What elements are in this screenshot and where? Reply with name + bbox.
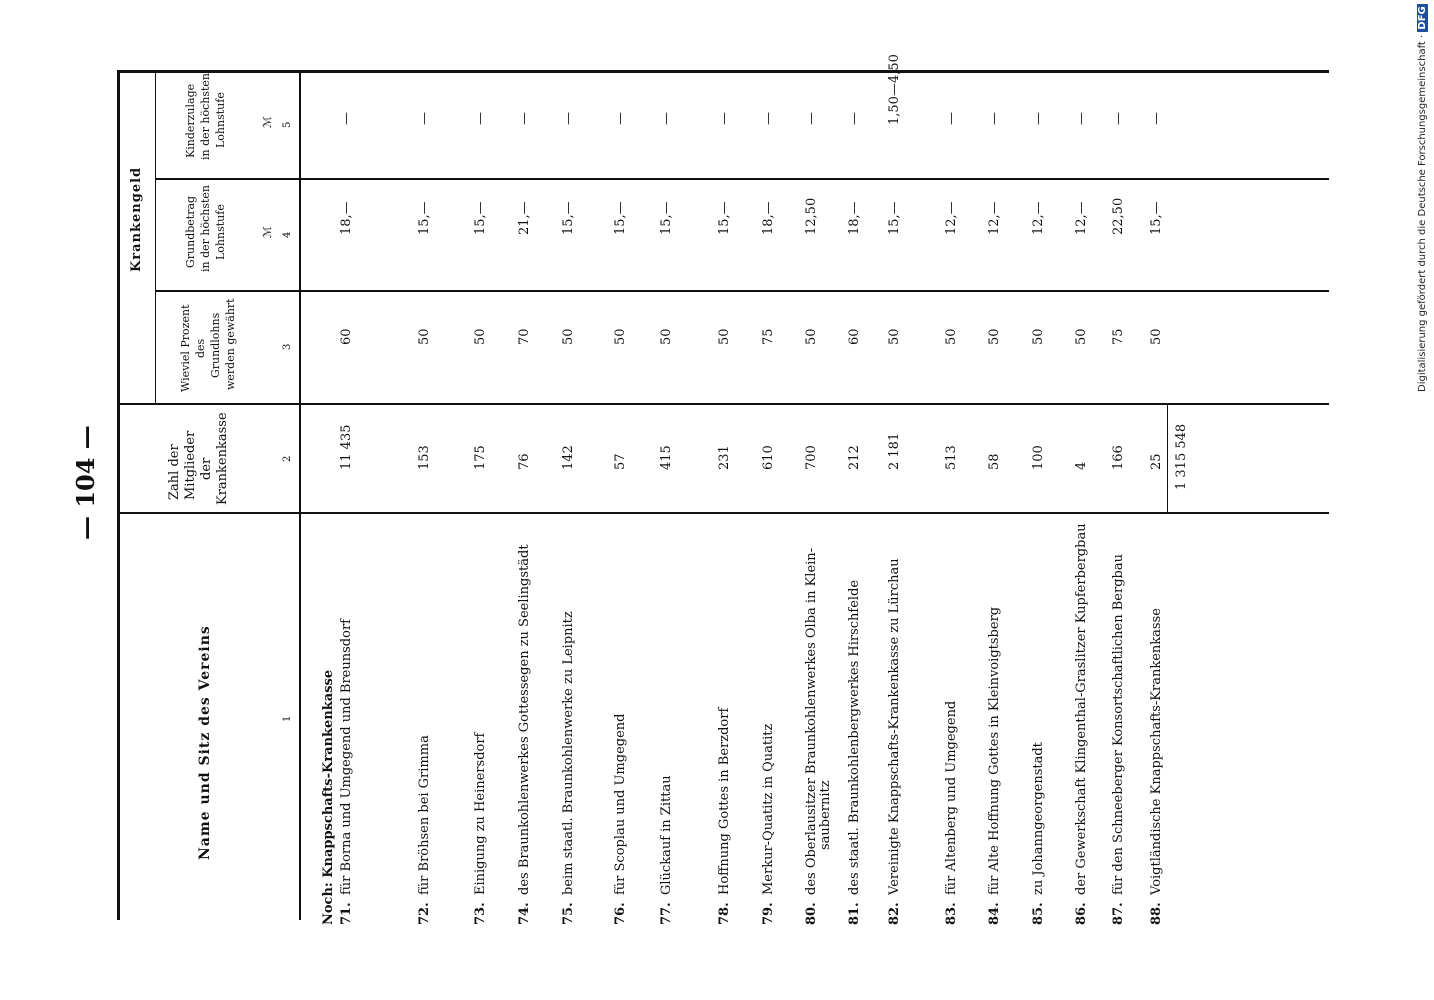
row-name: des Oberlausitzer Braunkohlenwerkes Olba in Klein- [804,547,819,895]
header-members-4: Krankenkasse [215,412,230,505]
row-child-allowance: — [561,112,576,125]
header-child-1: Kinderzulage [184,83,197,158]
row-name: zu Johanngeorgenstadt [1031,742,1046,895]
row-name: des Braunkohlenwerkes Gottessegen zu Seelingstädt [517,544,532,895]
total-rule [1167,403,1168,513]
col-number-2: 2 [282,455,293,462]
row-name: Voigtländische Knappschafts-Krankenkasse [1149,608,1164,895]
row-base-amount: 15,— [887,201,902,235]
row-number: 82. [887,902,902,925]
row-number: 72. [417,902,432,925]
row-number: 87. [1111,902,1126,925]
row-name-continued: saubernitz [818,780,833,850]
row-number: 80. [804,902,819,925]
row-base-amount: 15,— [613,201,628,235]
row-base-amount: 15,— [561,201,576,235]
row-child-allowance: 1,50—4,50 [887,54,902,125]
row-name: beim staatl. Braunkohlenwerke zu Leipnitz [561,611,576,895]
row-number: 74. [517,902,532,925]
rule-col3-col4 [155,290,1329,292]
row-percent: 75 [1111,328,1126,345]
row-percent: 50 [1149,328,1164,345]
row-members: 415 [659,445,674,470]
col-number-1: 1 [282,715,293,722]
row-name: Vereinigte Knappschafts-Krankenkasse zu Lürchau [887,558,902,895]
row-child-allowance: — [987,112,1002,125]
row-percent: 50 [804,328,819,345]
row-members: 166 [1111,445,1126,470]
table-left-rule [117,70,120,920]
row-name: für den Schneeberger Konsortschaftlichen Bergbau [1111,554,1126,895]
total-members: 1 315 548 [1174,423,1189,490]
row-base-amount: 12,50 [804,197,819,235]
header-members-2: Mitglieder [183,430,198,500]
row-child-allowance: — [1111,112,1126,125]
row-number: 77. [659,902,674,925]
header-child-unit: ℳ [261,116,274,128]
row-percent: 50 [1031,328,1046,345]
row-number: 79. [761,902,776,925]
header-percent-1: Wieviel Prozent [179,304,192,392]
row-name: des staatl. Braunkohlenbergwerkes Hirschfelde [847,579,862,895]
row-name: Glückauf in Zittau [659,775,674,895]
row-percent: 50 [659,328,674,345]
row-members: 100 [1031,445,1046,470]
dfg-logo: DFG [1417,6,1428,30]
row-base-amount: 18,— [847,201,862,235]
row-members: 212 [847,445,862,470]
header-members-3: der [199,457,214,480]
row-number: 84. [987,902,1002,925]
row-child-allowance: — [659,112,674,125]
row-child-allowance: — [1149,112,1164,125]
row-number: 71. [339,902,354,925]
row-base-amount: 18,— [339,201,354,235]
header-members-1: Zahl der [167,444,182,500]
row-members: 58 [987,453,1002,470]
row-percent: 60 [339,328,354,345]
header-base-1: Grundbetrag [184,195,197,268]
row-percent: 50 [473,328,488,345]
header-base-2: in der höchsten [199,184,212,272]
header-child-2: in der höchsten [199,72,212,160]
row-name: für Scoplau und Umgegend [613,713,628,895]
row-percent: 70 [517,328,532,345]
row-members: 153 [417,445,432,470]
row-number: 75. [561,902,576,925]
row-members: 4 [1074,461,1089,470]
row-number: 81. [847,902,862,925]
row-members: 11 435 [339,424,354,470]
row-child-allowance: — [613,112,628,125]
row-percent: 60 [847,328,862,345]
header-bottom-rule [299,70,301,920]
row-percent: 50 [717,328,732,345]
row-members: 610 [761,445,776,470]
row-base-amount: 12,— [1031,201,1046,235]
row-percent: 50 [417,328,432,345]
row-members: 175 [473,445,488,470]
row-base-amount: 15,— [473,201,488,235]
row-percent: 50 [561,328,576,345]
row-number: 78. [717,902,732,925]
row-base-amount: 12,— [987,201,1002,235]
row-child-allowance: — [847,112,862,125]
row-members: 76 [517,453,532,470]
row-child-allowance: — [339,112,354,125]
credit-text: Digitalisierung gefördert durch die Deutsche Forschungsgemeinschaft · [1417,34,1428,392]
row-child-allowance: — [517,112,532,125]
row-child-allowance: — [1074,112,1089,125]
row-number: 73. [473,902,488,925]
row-percent: 50 [987,328,1002,345]
row-child-allowance: — [804,112,819,125]
row-base-amount: 15,— [417,201,432,235]
row-members: 57 [613,453,628,470]
row-name: Merkur-Quatitz in Quatitz [761,723,776,895]
row-child-allowance: — [417,112,432,125]
row-percent: 50 [944,328,959,345]
header-percent-4: werden gewährt [224,298,237,390]
row-members: 142 [561,445,576,470]
header-child-3: Lohnstufe [214,92,227,148]
row-name: für Alte Hoffnung Gottes in Kleinvoigtsberg [987,606,1002,895]
row-percent: 50 [1074,328,1089,345]
row-members: 700 [804,445,819,470]
header-percent-3: Grundlohns [209,312,222,378]
dfg-credit [1418,4,1428,392]
row-base-amount: 21,— [517,201,532,235]
row-number: 86. [1074,902,1089,925]
row-base-amount: 12,— [1074,201,1089,235]
group-header-rule [155,70,156,405]
row-name: Einigung zu Heinersdorf [473,732,488,895]
row-name: Hoffnung Gottes in Berzdorf [717,707,732,895]
row-members: 2 181 [887,432,902,470]
row-members: 25 [1149,453,1164,470]
rule-col4-col5 [155,178,1329,180]
col-number-4: 4 [282,231,293,238]
row-child-allowance: — [761,112,776,125]
row-child-allowance: — [717,112,732,125]
row-name: für Bröhsen bei Grimma [417,735,432,895]
row-percent: 75 [761,328,776,345]
header-percent-2: des [194,338,207,358]
header-name-and-seat: Name und Sitz des Vereins [197,625,213,860]
header-base-unit: ℳ [261,226,274,238]
header-sick-pay: Krankengeld [129,166,144,272]
row-base-amount: 15,— [717,201,732,235]
row-name: der Gewerkschaft Klingenthal-Graslitzer Kupferbergbau [1074,523,1089,895]
row-name: für Altenberg und Umgegend [944,700,959,895]
row-child-allowance: — [944,112,959,125]
row-members: 231 [717,445,732,470]
row-child-allowance: — [1031,112,1046,125]
row-number: 83. [944,902,959,925]
col-number-3: 3 [282,343,293,350]
row-base-amount: 15,— [1149,201,1164,235]
row-members: 513 [944,445,959,470]
row-number: 76. [613,902,628,925]
row-number: 88. [1149,902,1164,925]
row-percent: 50 [613,328,628,345]
row-number: 85. [1031,902,1046,925]
row-name: für Borna und Umgegend und Breunsdorf [339,619,354,895]
header-base-3: Lohnstufe [214,204,227,260]
col-number-5: 5 [282,121,293,128]
row-base-amount: 22,50 [1111,197,1126,235]
row-base-amount: 12,— [944,201,959,235]
row-percent: 50 [887,328,902,345]
page-number: — 104 — [71,425,100,540]
intro-line: Noch: Knappschafts-Krankenkasse [321,669,336,925]
row-base-amount: 15,— [659,201,674,235]
row-base-amount: 18,— [761,201,776,235]
row-child-allowance: — [473,112,488,125]
